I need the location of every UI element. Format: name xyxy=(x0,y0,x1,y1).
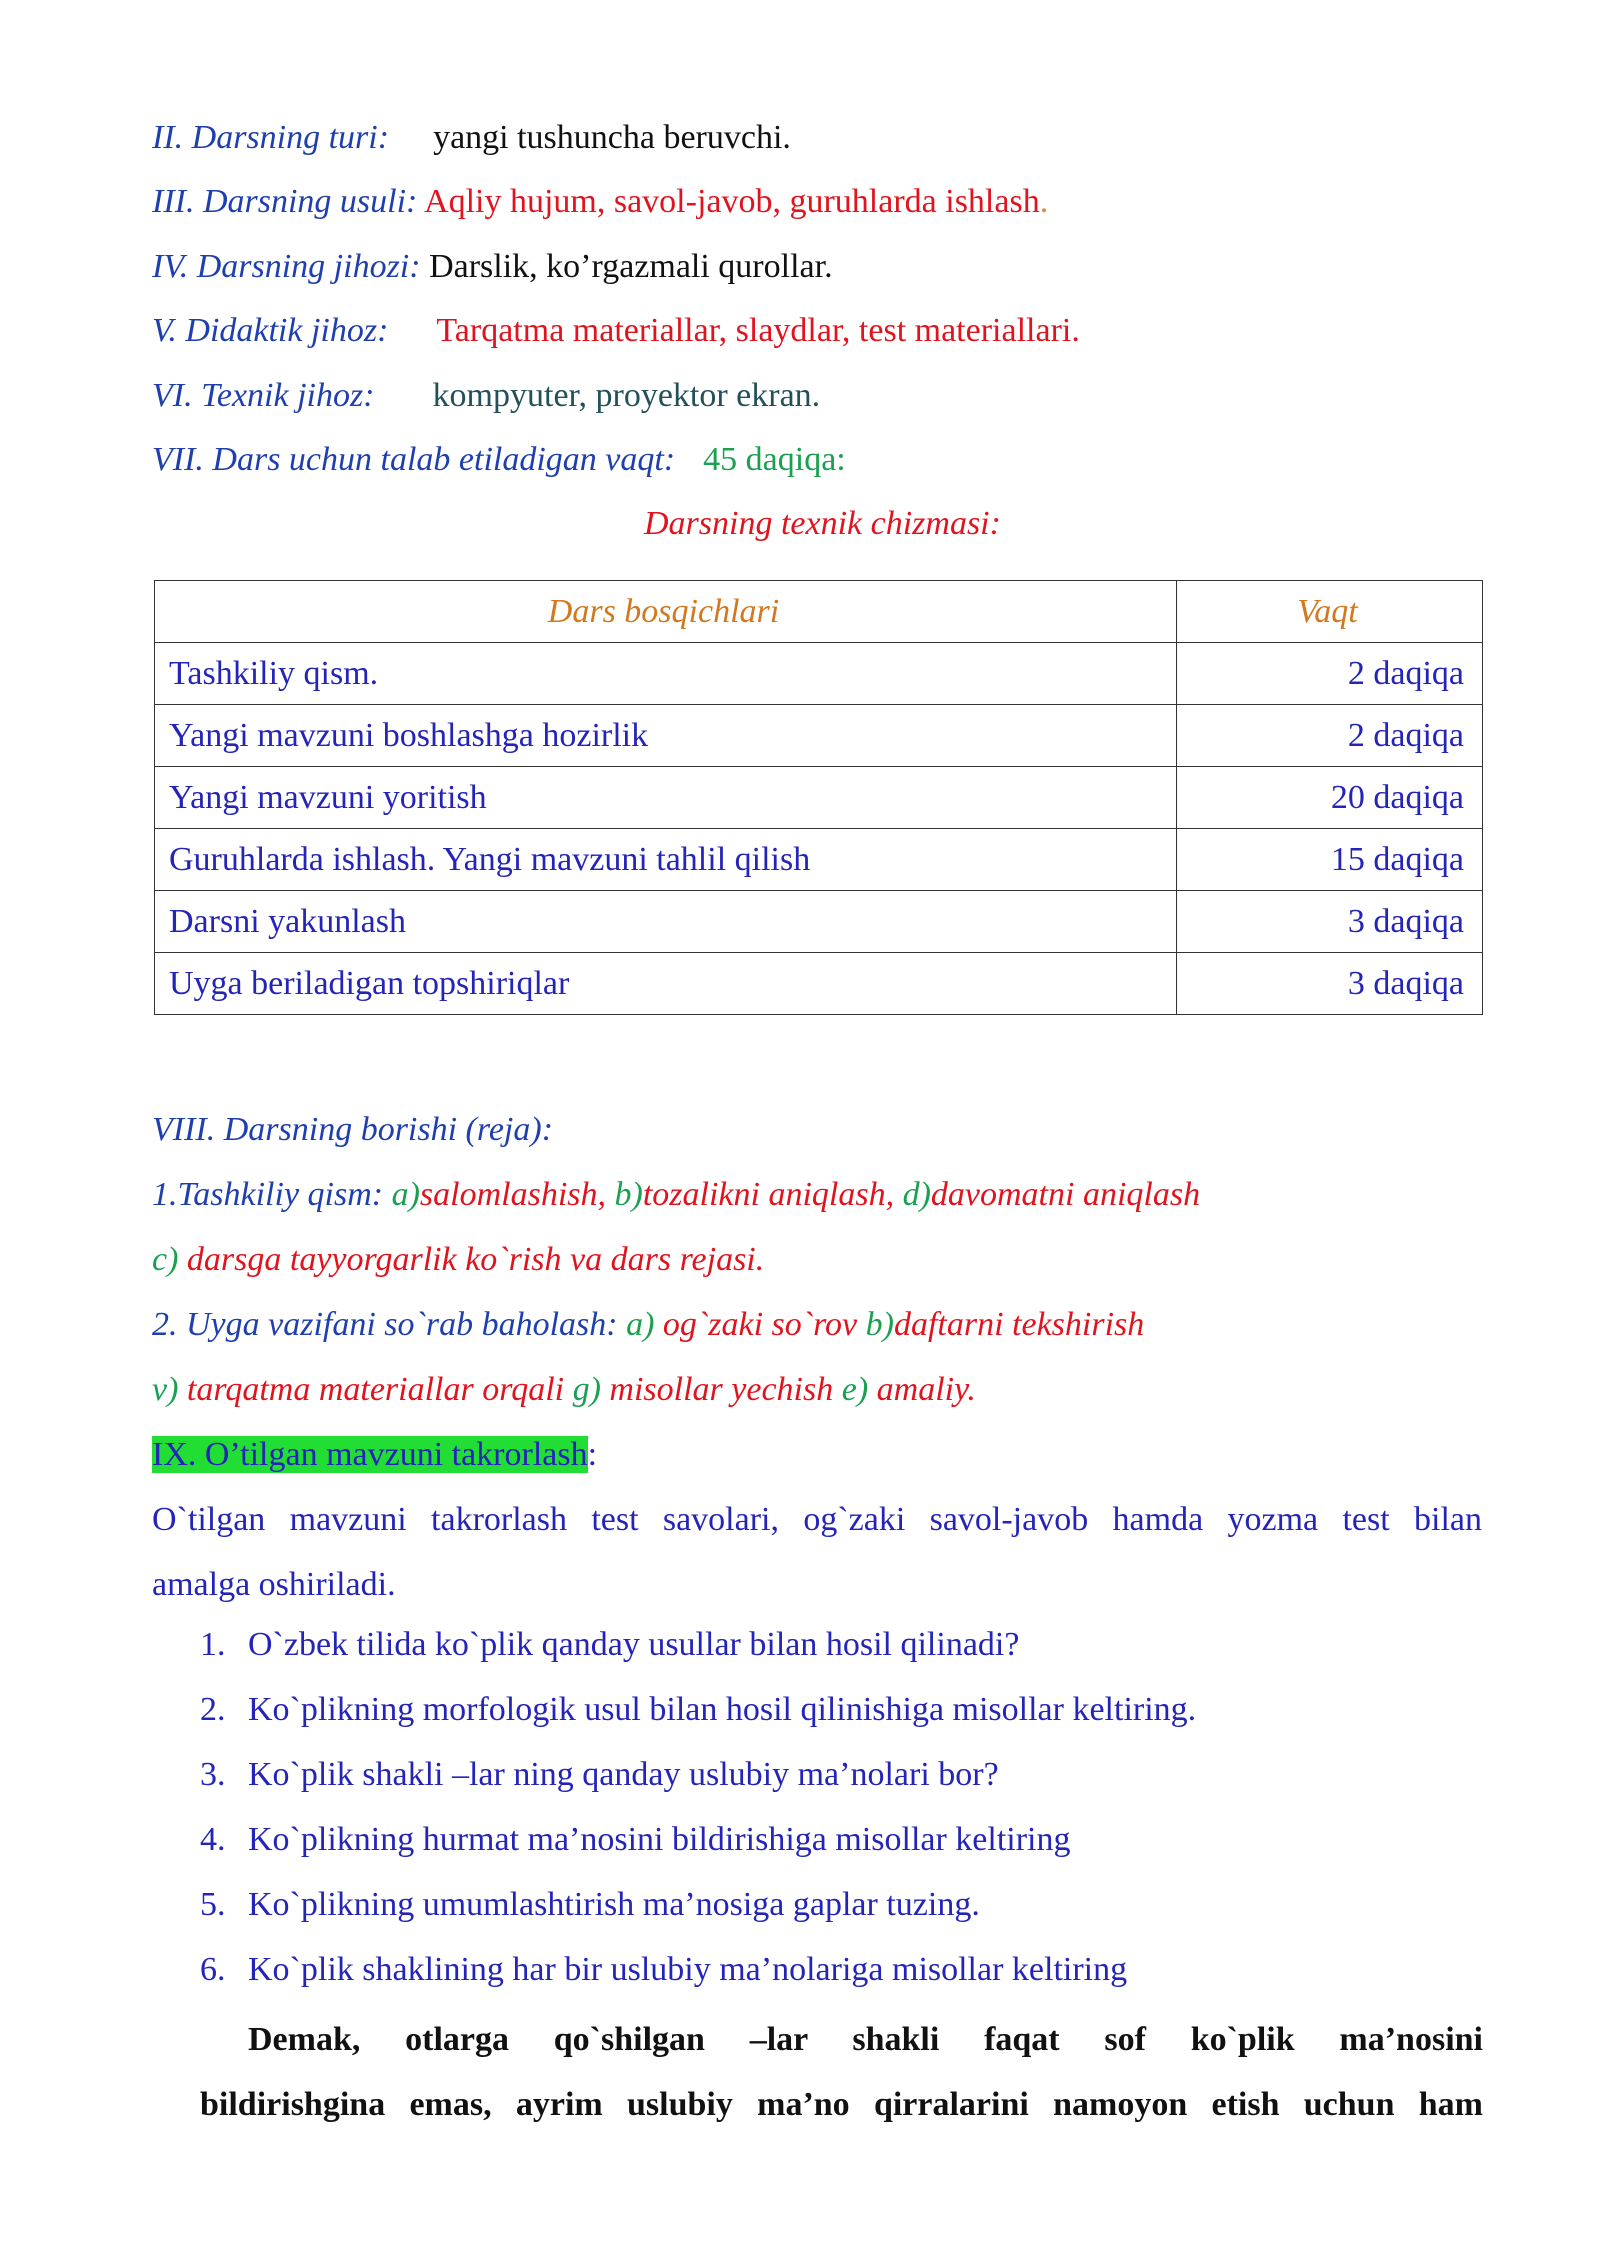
plan-item-1-cont xyxy=(152,1240,764,1279)
lesson-equipment-line xyxy=(152,247,833,286)
list-item xyxy=(200,1885,1196,1950)
plan-text: og`zaki so`rov xyxy=(662,1306,866,1343)
time-cell: 3 daqiqa xyxy=(1177,891,1483,953)
question-text: Ko`plikning umumlashtirish ma’nosiga gaplar tuzing. xyxy=(248,1886,980,1923)
question-number: 5. xyxy=(200,1886,226,1923)
plan-marker: d) xyxy=(902,1176,931,1213)
question-number: 1. xyxy=(200,1626,226,1663)
plan-item-2 xyxy=(152,1305,1144,1344)
technical-equipment-value: kompyuter, proyektor ekran. xyxy=(432,377,821,414)
lesson-method-dot: . xyxy=(1039,183,1049,220)
plan-text: darsga tayyorgarlik ko`rish va dars rejasi. xyxy=(186,1241,765,1278)
plan-item-1-label: 1.Tashkiliy qism: xyxy=(152,1176,392,1213)
plan-item-1 xyxy=(152,1175,1200,1214)
plan-marker: v) xyxy=(152,1371,187,1408)
review-intro-line-1: O`tilgan mavzuni takrorlash test savolari, og`zaki savol-javob hamda yozma test bilan xyxy=(152,1501,1482,1538)
plan-marker: g) xyxy=(572,1371,610,1408)
list-item xyxy=(200,1625,1196,1690)
plan-marker: e) xyxy=(841,1371,877,1408)
lesson-stages-table xyxy=(154,580,1483,1015)
table-row xyxy=(155,953,1483,1015)
lesson-method-line xyxy=(152,182,1048,221)
lesson-method-value: Aqliy hujum, savol-javob, guruhlarda ishlash xyxy=(424,183,1040,220)
conclusion-line-2: bildirishgina emas, ayrim uslubiy ma’no qirralarini namoyon etish uchun ham xyxy=(200,2086,1483,2123)
plan-text: daftarni tekshirish xyxy=(893,1306,1145,1343)
stage-cell: Uyga beriladigan topshiriqlar xyxy=(155,953,1177,1015)
list-item xyxy=(200,1690,1196,1755)
lesson-method-label: III. Darsning usuli: xyxy=(152,183,418,220)
table-row xyxy=(155,829,1483,891)
list-item xyxy=(200,1950,1196,2015)
question-number: 2. xyxy=(200,1691,226,1728)
question-text: Ko`plikning hurmat ma’nosini bildirishiga misollar keltiring xyxy=(248,1821,1071,1858)
review-heading-line xyxy=(152,1435,597,1474)
plan-item-2-cont xyxy=(152,1370,976,1409)
time-cell: 15 daqiqa xyxy=(1177,829,1483,891)
lesson-time-value: 45 daqiqa: xyxy=(703,441,846,478)
table-row xyxy=(155,643,1483,705)
question-text: Ko`plik shakli –lar ning qanday uslubiy ma’nolari bor? xyxy=(248,1756,999,1793)
question-number: 6. xyxy=(200,1951,226,1988)
question-text: Ko`plikning morfologik usul bilan hosil qilinishiga misollar keltiring. xyxy=(248,1691,1197,1728)
stage-cell: Yangi mavzuni yoritish xyxy=(155,767,1177,829)
plan-marker: a) xyxy=(626,1306,663,1343)
list-item xyxy=(200,1820,1196,1885)
time-cell: 20 daqiqa xyxy=(1177,767,1483,829)
lesson-type-label: II. Darsning turi: xyxy=(152,119,390,156)
time-cell: 3 daqiqa xyxy=(1177,953,1483,1015)
lesson-time-line xyxy=(152,440,846,479)
technical-equipment-line xyxy=(152,376,820,415)
header-time: Vaqt xyxy=(1177,581,1483,643)
lesson-type-value: yangi tushuncha beruvchi. xyxy=(433,119,791,156)
plan-marker: b) xyxy=(614,1176,643,1213)
plan-text: davomatni aniqlash xyxy=(930,1176,1201,1213)
table-row xyxy=(155,891,1483,953)
plan-marker: b) xyxy=(865,1306,894,1343)
plan-text: misollar yechish xyxy=(609,1371,842,1408)
didactic-equipment-value: Tarqatma materiallar, slaydlar, test materiallari. xyxy=(436,312,1080,349)
time-cell: 2 daqiqa xyxy=(1177,643,1483,705)
stage-cell: Darsni yakunlash xyxy=(155,891,1177,953)
lesson-equipment-label: IV. Darsning jihozi: xyxy=(152,248,421,285)
conclusion-line-1: Demak, otlarga qo`shilgan –lar shakli faqat sof ko`plik ma’nosini xyxy=(248,2021,1483,2058)
question-text: Ko`plik shaklining har bir uslubiy ma’nolariga misollar keltiring xyxy=(248,1951,1128,1988)
lesson-type-line xyxy=(152,118,791,157)
plan-item-2-label: 2. Uyga vazifani so`rab baholash: xyxy=(152,1306,627,1343)
question-number: 4. xyxy=(200,1821,226,1858)
lesson-equipment-value: Darslik, ko’rgazmali qurollar. xyxy=(429,248,833,285)
question-text: O`zbek tilida ko`plik qanday usullar bilan hosil qilinadi? xyxy=(248,1626,1020,1663)
list-item xyxy=(200,1755,1196,1820)
table-header-row xyxy=(155,581,1483,643)
review-questions-list xyxy=(200,1625,1196,2015)
didactic-equipment-line xyxy=(152,311,1080,350)
stage-cell: Yangi mavzuni boshlashga hozirlik xyxy=(155,705,1177,767)
question-number: 3. xyxy=(200,1756,226,1793)
lesson-time-label: VII. Dars uchun talab etiladigan vaqt: xyxy=(152,441,676,478)
didactic-equipment-label: V. Didaktik jihoz: xyxy=(152,312,389,349)
stage-cell: Tashkiliy qism. xyxy=(155,643,1177,705)
review-intro-line-2: amalga oshiriladi. xyxy=(152,1566,396,1603)
plan-marker: a) xyxy=(391,1176,420,1213)
plan-text: tozalikni aniqlash, xyxy=(642,1176,903,1213)
plan-text: tarqatma materiallar orqali xyxy=(186,1371,573,1408)
technical-equipment-label: VI. Texnik jihoz: xyxy=(152,377,375,414)
plan-marker: c) xyxy=(152,1241,187,1278)
review-heading-colon: : xyxy=(587,1436,598,1473)
plan-text: amaliy. xyxy=(876,1371,976,1408)
header-stages: Dars bosqichlari xyxy=(155,581,1177,643)
review-heading: IX. O’tilgan mavzuni takrorlash xyxy=(152,1436,588,1473)
plan-text: salomlashish, xyxy=(419,1176,615,1213)
table-row xyxy=(155,705,1483,767)
plan-heading: VIII. Darsning borishi (reja): xyxy=(152,1111,554,1148)
stage-cell: Guruhlarda ishlash. Yangi mavzuni tahlil qilish xyxy=(155,829,1177,891)
table-row xyxy=(155,767,1483,829)
table-title: Darsning texnik chizmasi: xyxy=(644,505,1001,542)
time-cell: 2 daqiqa xyxy=(1177,705,1483,767)
